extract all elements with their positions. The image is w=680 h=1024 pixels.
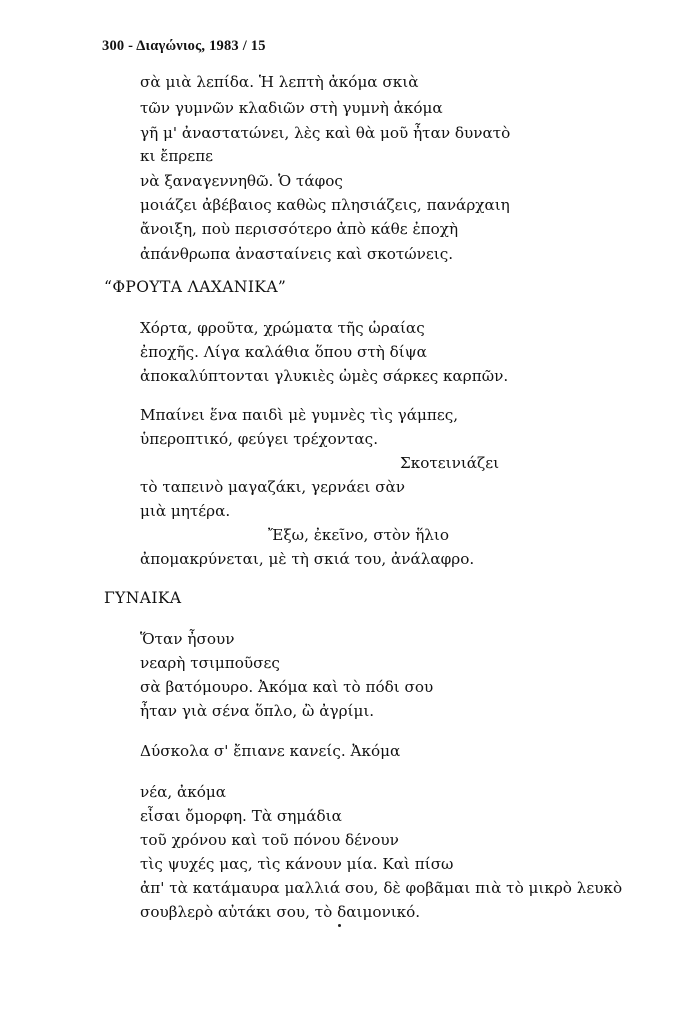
poem-line: ἀπ' τὰ κατάμαυρα μαλλιά σου, δὲ φοβᾶμαι πιὰ τὸ μικρὸ λευκὸ: [140, 879, 623, 897]
poem-line: ἀπομακρύνεται, μὲ τὴ σκιά του, ἀνάλαφρο.: [140, 550, 475, 568]
poem-line: μιὰ μητέρα.: [140, 502, 231, 520]
poem-line: ὑπεροπτικό, φεύγει τρέχοντας.: [140, 430, 379, 448]
poem-line: ἄνοιξη, ποὺ περισσότερο ἀπὸ κάθε ἐποχὴ: [140, 220, 459, 238]
poem-line: εἶσαι ὄμορφη. Τὰ σημάδια: [140, 807, 342, 825]
poem-line: νεαρὴ τσιμποῦσες: [140, 654, 280, 672]
poem-title: ΓΥΝΑΙΚΑ: [104, 589, 182, 607]
poem-line: τὸ ταπεινὸ μαγαζάκι, γερνάει σὰν: [140, 478, 405, 496]
poem-line: ἀποκαλύπτονται γλυκιὲς ὠμὲς σάρκες καρπῶν.: [140, 367, 509, 385]
poem-line: σὰ μιὰ λεπίδα. Ἡ λεπτὴ ἀκόμα σκιὰ: [140, 73, 419, 91]
poem-line: μοιάζει ἀβέβαιος καθὼς πλησιάζεις, πανάρχαιη: [140, 196, 510, 214]
poem-line: τὶς ψυχές μας, τὶς κάνουν μία. Καὶ πίσω: [140, 855, 454, 873]
poem-title: “ΦΡΟΥΤΑ ΛΑΧΑΝΙΚΑ”: [104, 278, 287, 296]
ink-speck: [338, 924, 341, 927]
poem-line: γῆ μ' ἀναστατώνει, λὲς καὶ θὰ μοῦ ἦταν δυνατὸ: [140, 124, 511, 142]
poem-line: Μπαίνει ἕνα παιδὶ μὲ γυμνὲς τὶς γάμπες,: [140, 406, 459, 424]
page-header: 300 - Διαγώνιος, 1983 / 15: [102, 38, 266, 54]
poem-line: κι ἔπρεπε: [140, 147, 214, 165]
poem-line: Δύσκολα σ' ἔπιανε κανείς. Ἀκόμα: [140, 742, 401, 760]
poem-line: ἐποχῆς. Λίγα καλάθια ὅπου στὴ δίψα: [140, 343, 427, 361]
poem-line: ἀπάνθρωπα ἀνασταίνεις καὶ σκοτώνεις.: [140, 245, 454, 263]
poem-line: τῶν γυμνῶν κλαδιῶν στὴ γυμνὴ ἀκόμα: [140, 99, 443, 117]
poem-line: Χόρτα, φροῦτα, χρώματα τῆς ὡραίας: [140, 319, 425, 337]
poem-line: Ὅταν ἦσουν: [140, 630, 235, 648]
poem-line: ἦταν γιὰ σένα ὅπλο, ὢ ἀγρίμι.: [140, 702, 375, 720]
poem-line: Ἔξω, ἐκεῖνο, στὸν ἥλιο: [268, 526, 450, 544]
poem-line: τοῦ χρόνου καὶ τοῦ πόνου δένουν: [140, 831, 399, 849]
poem-line: σουβλερὸ αὐτάκι σου, τὸ δαιμονικό.: [140, 903, 421, 921]
poem-line: νὰ ξαναγεννηθῶ. Ὁ τάφος: [140, 172, 343, 190]
poem-line: νέα, ἀκόμα: [140, 783, 227, 801]
poem-line: σὰ βατόμουρο. Ἀκόμα καὶ τὸ πόδι σου: [140, 678, 434, 696]
poem-line: Σκοτεινιάζει: [400, 454, 500, 472]
